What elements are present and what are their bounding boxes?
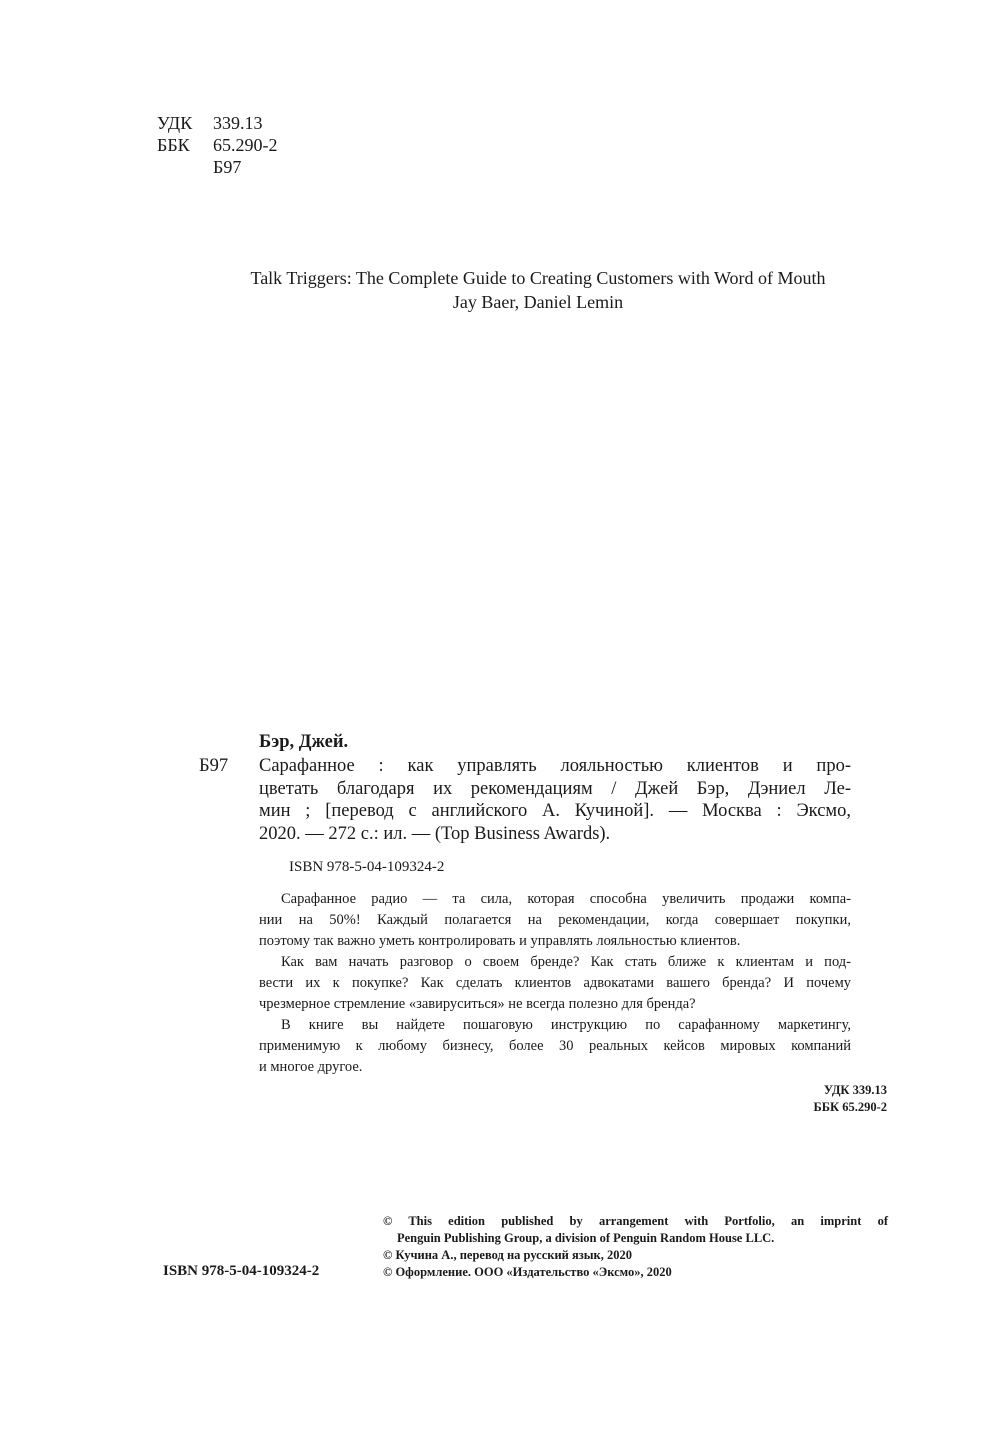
description-line: 2020. — 272 с.: ил. — (Top Business Awards). bbox=[259, 823, 611, 844]
author-heading: Бэр, Джей. bbox=[259, 732, 349, 752]
annotation-line: Сарафанное радио — та сила, которая способна увеличить продажи компа- bbox=[281, 891, 851, 907]
annotation-line: применимую к любому бизнесу, более 30 реальных кейсов мировых компаний bbox=[259, 1038, 851, 1054]
annotation bbox=[259, 889, 851, 1078]
copyright-line: © Оформление. ООО «Издательство «Эксмо», 2020 bbox=[383, 1265, 672, 1279]
original-authors: Jay Baer, Daniel Lemin bbox=[452, 292, 624, 312]
original-title: Talk Triggers: The Complete Guide to Creating Customers with Word of Mouth bbox=[250, 268, 826, 288]
annotation-line: Как вам начать разговор о своем бренде? Как стать ближе к клиентам и под- bbox=[281, 954, 851, 970]
udk-top bbox=[157, 112, 263, 134]
annotation-line: поэтому так важно уметь контролировать и управлять лояльностью клиентов. bbox=[259, 933, 741, 949]
annotation-line: вести их к покупке? Как сделать клиентов адвокатами вашего бренда? И почему bbox=[259, 975, 851, 991]
udk-label: УДК bbox=[157, 113, 193, 133]
isbn: ISBN 978-5-04-109324-2 bbox=[289, 859, 445, 875]
description-line: мин ; [перевод с английского А. Кучиной]. — Москва : Эксмо, bbox=[259, 801, 851, 821]
author-mark: Б97 bbox=[199, 756, 229, 776]
bbk-bottom: ББК 65.290-2 bbox=[813, 1100, 887, 1114]
copyright-block bbox=[383, 1213, 888, 1281]
annotation-line: В книге вы найдете пошаговую инструкцию по сарафанному маркетингу, bbox=[281, 1017, 851, 1033]
annotation-line: чрезмерное стремление «завируситься» не всегда полезно для бренда? bbox=[259, 996, 696, 1012]
isbn-bottom: ISBN 978-5-04-109324-2 bbox=[163, 1263, 320, 1279]
udk-value: 339.13 bbox=[213, 113, 263, 133]
copyright-line: Penguin Publishing Group, a division of Penguin Random House LLC. bbox=[397, 1231, 775, 1245]
copyright-line: © Кучина А., перевод на русский язык, 2020 bbox=[383, 1248, 633, 1262]
annotation-line: нии на 50%! Каждый полагается на рекомендации, когда совершает покупки, bbox=[259, 912, 851, 928]
bbk-label: ББК bbox=[157, 135, 190, 155]
author-mark-top: Б97 bbox=[213, 157, 242, 177]
bbk-value: 65.290-2 bbox=[213, 135, 278, 155]
annotation-line: и многое другое. bbox=[259, 1059, 363, 1075]
copyright-line: © This edition published by arrangement with Portfolio, an imprint of bbox=[383, 1214, 888, 1228]
bbk-top bbox=[157, 134, 278, 156]
description-line: Сарафанное : как управлять лояльностью клиентов и про- bbox=[259, 756, 851, 776]
udk-bottom: УДК 339.13 bbox=[823, 1083, 887, 1097]
bibliographic-description bbox=[259, 755, 851, 845]
description-line: цветать благодаря их рекомендациям / Джей Бэр, Дэниел Ле- bbox=[259, 778, 851, 799]
